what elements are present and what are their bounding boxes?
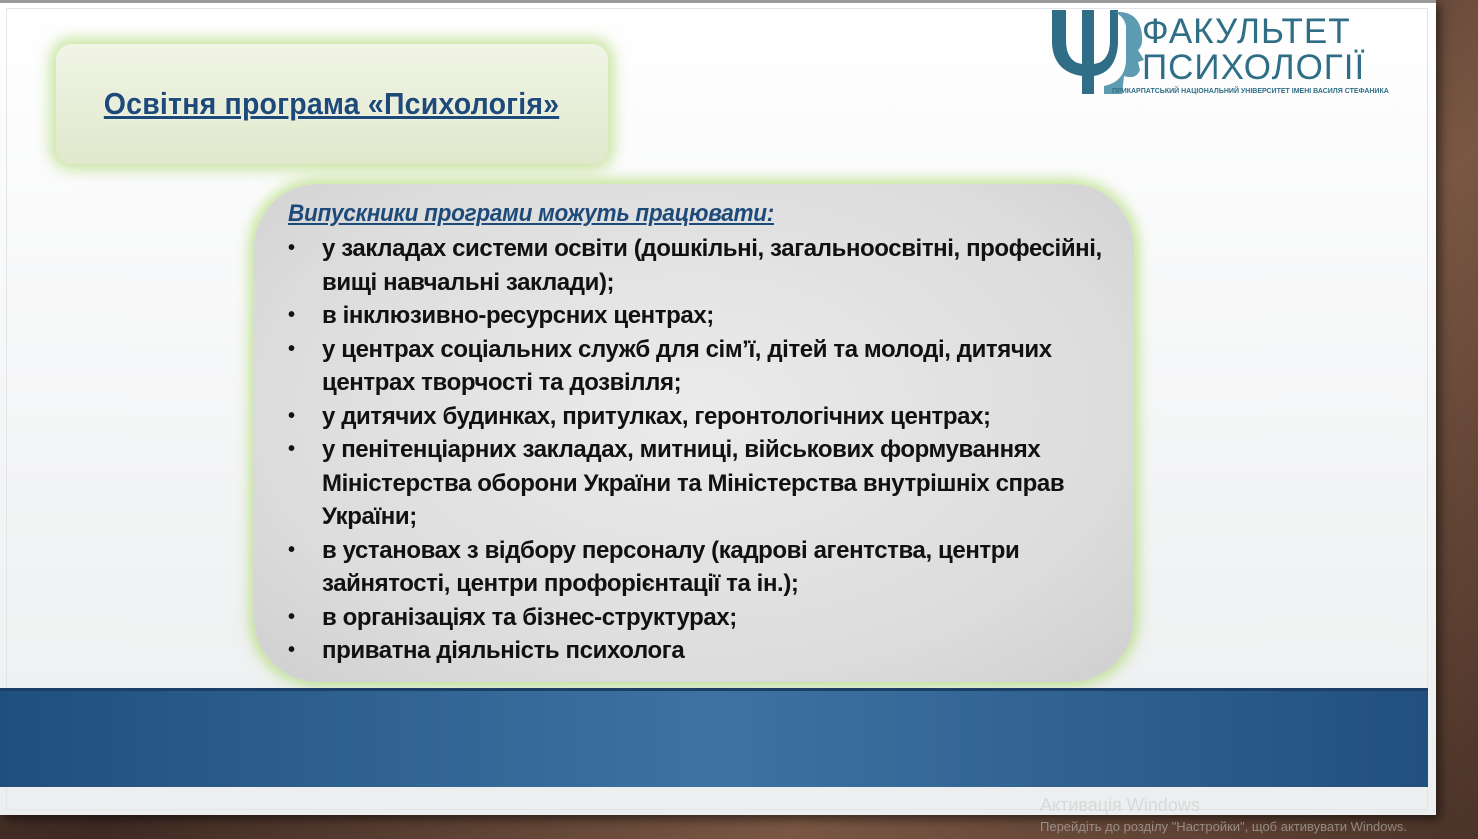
bullet-icon: • (288, 639, 295, 661)
bullet-icon: • (288, 438, 295, 460)
list-item-text: у дитячих будинках, притулках, геронтологічних центрах; (322, 402, 991, 430)
logo-line2: ПСИХОЛОГІЇ (1142, 48, 1366, 87)
bullet-icon: • (288, 337, 295, 360)
windows-activation-subtitle: Перейдіть до розділу "Настройки", щоб активувати Windows. (1040, 819, 1408, 834)
bullet-icon: • (288, 304, 295, 326)
psi-head-icon (1048, 6, 1148, 98)
list-item-text: у пенітенціарних закладах, митниці, військових формуваннях Міністерства оборони України та Міністерства внутрішніх справ України; (322, 436, 1065, 530)
content-box (254, 184, 1134, 682)
list-item-text: у центрах соціальних служб для сім’ї, дітей та молоді, дитячих центрах творчості та дозвілля; (322, 335, 1052, 396)
list-item-text: в інклюзивно-ресурсних центрах; (322, 302, 714, 329)
slide-top-border (0, 0, 1436, 3)
content-heading: Випускники програми можуть працювати: (288, 200, 775, 227)
bullet-icon: • (288, 237, 295, 259)
list-item-text: в установах з відбору персоналу (кадрові агентства, центри зайнятості, центри профорієнтації та ін.); (322, 536, 1020, 597)
slide-title: Освітня програма «Психологія» (104, 86, 560, 121)
list-item-text: у закладах системи освіти (дошкільні, загальноосвітні, професійні, вищі навчальні заклади); (322, 235, 1102, 296)
bullet-icon: • (288, 538, 295, 561)
bullet-icon: • (288, 605, 295, 628)
bullet-list (282, 232, 1122, 668)
list-item-text: в організаціях та бізнес-структурах; (322, 603, 737, 631)
list-item (282, 299, 1122, 333)
bullet-icon: • (288, 404, 295, 427)
list-item (282, 433, 1122, 534)
footer-band (0, 688, 1428, 787)
windows-activation-title: Активація Windows (1040, 795, 1200, 815)
logo-subtitle: ПРИКАРПАТСЬКИЙ НАЦІОНАЛЬНИЙ УНІВЕРСИТЕТ ІМЕНІ ВАСИЛЯ СТЕФАНИКА (1112, 88, 1389, 95)
title-box (56, 44, 608, 164)
list-item (282, 232, 1122, 299)
faculty-logo (1048, 6, 1408, 98)
list-item (282, 634, 1122, 668)
list-item-text: приватна діяльність психолога (322, 637, 685, 664)
logo-line1: ФАКУЛЬТЕТ (1142, 12, 1351, 51)
list-item (282, 534, 1122, 601)
list-item (282, 333, 1122, 400)
list-item (282, 400, 1122, 434)
list-item (282, 601, 1122, 635)
